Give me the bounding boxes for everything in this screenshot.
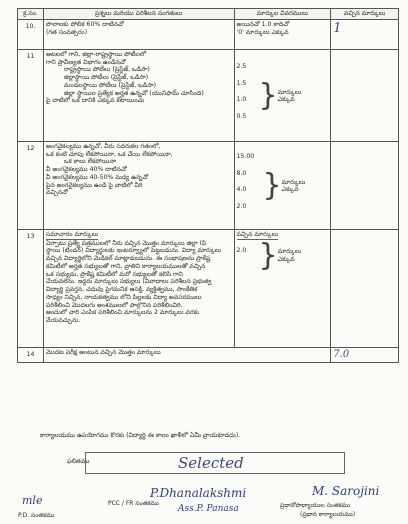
principal-signature-sub: (ప్రధాన కార్యాలయము) [300, 511, 356, 518]
header-serial: క్ర.సం. [18, 9, 44, 20]
row-marks-detail [234, 49, 331, 141]
criteria-line: వీ అంగవైకల్యము 40% దాటినచో [46, 166, 127, 173]
table-row [18, 229, 399, 347]
brace-icon: } [262, 168, 282, 204]
marks-label: మార్కులు [277, 88, 302, 96]
header-criteria: ప్రశ్నలు మరియు పరిశీలన సంగతులు [44, 9, 234, 20]
result-value-handwritten: Selected [178, 454, 244, 472]
result-section [17, 452, 399, 474]
criteria-line: స్థాయి (టిండర్) విద్యార్థులకు ఇంటర్వ్యూలో పెట్టబడును. విద్యా మార్కులు [46, 247, 222, 255]
criteria-line: మొదట పరీక్ష అంటున వచ్చిన మొత్తం మార్కులు [46, 348, 161, 356]
mark-value: 4.0 [236, 186, 247, 194]
criteria-line: జిల్లా స్థాయిల ప్రత్యేక అర్హత ఉన్నచో (యునిఫామ్ చూసింది) [64, 89, 204, 97]
criteria-line: కమిటీలో అర్హత సభ్యులతో గాని, వ్రాతిని కార్యాలయములతో వచ్చిన [46, 262, 206, 270]
header-given-marks: వచ్చిన మార్కులు [331, 9, 399, 20]
criteria-line: ఒక కంటి చూపు లేకపోయినా, ఒక చేయి లేకపోయినా, [46, 150, 173, 158]
result-label: ఫలితము [67, 458, 90, 465]
criteria-title: సమాచారం మార్కులు [46, 230, 99, 238]
row-criteria [44, 19, 234, 49]
office-use-note: కార్యాలయము ఉపయోగము కొరకు (విద్యార్థి ఈ కాలం ఖాళీలో ఏమీ వ్రాయకూడదు). [40, 432, 241, 439]
row-given-marks [331, 141, 399, 229]
criteria-line: అంగవైకల్యము ఉన్నచో, వీరు సదరుకల గతంలో, [46, 142, 161, 150]
criteria-line: పై వాటిలో ఒక దానికి ఎక్కువ కేటాయించు [46, 97, 145, 105]
criteria-line: అటలలో గాని, జిల్లా-రాష్ట్రస్థాయి పోటీలలో [46, 50, 147, 58]
given-mark-handwritten: 1 [333, 20, 342, 36]
row-number: 14 [18, 347, 44, 363]
result-box [85, 452, 345, 474]
principal-signature: M. Sarojini [312, 484, 380, 498]
criteria-line: మండలస్థాయి పోటీలు (ప్రెస్టేజ్, ఒడిసా) [64, 81, 157, 89]
pcc-signature: P.Dhanalakshmi [150, 486, 247, 500]
criteria-line: వేయవచ్చును. [46, 317, 81, 324]
table-header-row [18, 9, 399, 20]
mark-value: 2.0 [236, 203, 247, 210]
mark-value: 0.5 [236, 113, 247, 120]
row-marks-detail [234, 19, 331, 49]
marks-label: మార్కులు [281, 178, 306, 186]
criteria-line: పరిశీలించి మొదలగు అంశములలో పాల్గొనిన పరిశీలించిరి. [46, 301, 183, 309]
row-criteria [44, 141, 234, 229]
mark-value: 1.0 [236, 96, 247, 104]
marks-line: '0' మార్కులు ఎక్కువ [236, 28, 289, 36]
row-number: 12 [18, 141, 44, 229]
criteria-line: పైన అంగవైకల్యము ఉండి పై వాటిలో వీరి [46, 181, 143, 189]
row-criteria [44, 49, 234, 141]
row-marks-detail [234, 141, 331, 229]
row-marks-detail [234, 229, 331, 347]
marks-label: ఎక్కువ [281, 186, 299, 194]
mark-value: 1.5 [236, 79, 247, 87]
pcc-signature-second: Ass.P. Panasa [178, 504, 239, 514]
row-criteria [44, 229, 234, 347]
criteria-line: ఏర్పాటు ప్రత్యే పత్రములలో నీరు వచ్చిన మొత్తం మార్కులు జిల్లా (పి [46, 239, 207, 247]
pcc-signature-label: PCC / FR సంతకము [108, 500, 159, 507]
criteria-line: రాష్ట్రస్థాయి పోటీలు (ప్రెస్టేజ్, ఒడిసా) [64, 66, 150, 74]
row-number: 13 [18, 229, 44, 347]
marks-label: మార్కులు [277, 247, 302, 255]
table-row [18, 141, 399, 229]
row-given-marks [331, 229, 399, 347]
header-marks-detail: మార్కుల వివరములు [234, 9, 331, 20]
pd-signature: mle [22, 494, 43, 507]
row-given-marks [331, 49, 399, 141]
criteria-line: పొలాలకు పోలిక 60% దాటినచో [46, 20, 124, 28]
row-criteria [44, 347, 331, 363]
brace-icon: } [258, 78, 278, 114]
criteria-line: అందులో వారి ఎంపిక పరిశీలించి మార్కులను 2 మార్కులు వరకు [46, 309, 199, 317]
marks-line: అయినచో 1.0 కాదిచో [236, 20, 290, 28]
brace-icon: } [258, 237, 278, 273]
marks-title: వచ్చిన మార్కులు [236, 230, 279, 238]
criteria-line: వచ్చినచో [46, 189, 68, 197]
criteria-line: (గత సంవత్సరం) [46, 28, 88, 36]
criteria-line: సాధ్యం నిచ్చిన, నాయకత్వము లోని పిల్లలకు విద్యా అవసరములు [46, 293, 202, 301]
mark-value: 8.0 [236, 169, 247, 177]
criteria-line: వీ అంగవైకల్యము 40-50% మధ్య ఉన్నచో [46, 173, 149, 181]
criteria-line: చేయవలెను. ఇద్దరు మార్కులు సభ్యులు (వివాదాలు పరిశీలన ప్రభుత్వ [46, 278, 212, 286]
criteria-line: విద్యార్థి ప్రవర్తన, చదువు పైగమనిక ఆసక్తి, వ్యక్తిత్వము, సాంకేతిక [46, 286, 198, 293]
table-row [18, 347, 399, 363]
table-row [18, 19, 399, 49]
marks-table [17, 8, 399, 363]
mark-value: 15.00 [236, 152, 255, 160]
criteria-line: వచ్చిన విద్యార్థిలోని మెడికల్ మాట్లాడబడును. ఈ సంభాషణను ప్రాకేష్ట [46, 255, 211, 262]
row-number: 10. [18, 19, 44, 49]
mark-value: 2.0 [236, 247, 247, 255]
marks-label: ఎక్కువ [277, 96, 295, 104]
row-given-marks [331, 347, 399, 363]
row-number: 11 [18, 49, 44, 141]
criteria-line: గాని ప్రావీణ్యత విభాగం ఉండినచో [46, 58, 126, 66]
mark-value: 2.5 [236, 62, 247, 70]
marks-label: ఎక్కువ [277, 255, 295, 263]
principal-signature-label: ప్రధానోపాధ్యాయుల సంతకము [280, 502, 351, 509]
pd-signature-label: P.D. సంతకము [18, 512, 55, 519]
criteria-line: ఒక కాలు లేకపోయినా [64, 158, 116, 166]
table-row [18, 49, 399, 141]
criteria-line: ఒక సభ్యుడు, ప్రాకేష్ట కమిటీలో మరో సభ్యులతో కలిసి గాని [46, 270, 183, 278]
criteria-line: జిల్లాస్థాయి పోటీలు (ప్రెస్టేజ్, ఒడిసా) [64, 74, 149, 81]
row-given-marks [331, 19, 399, 49]
total-mark-handwritten: 7.0 [333, 348, 350, 360]
